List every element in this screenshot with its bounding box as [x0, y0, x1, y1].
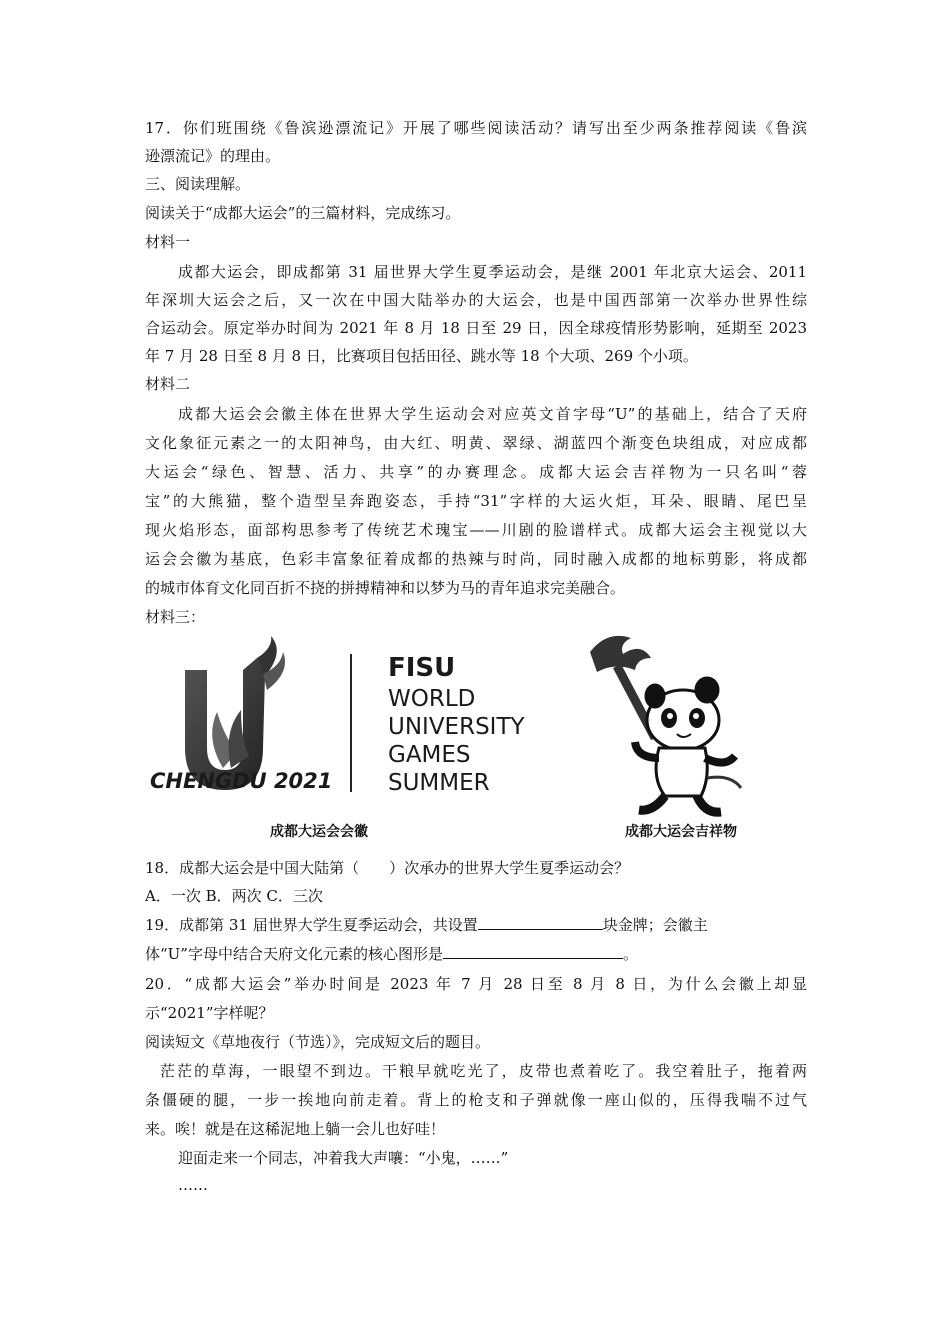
caption-mascot: 成都大运会吉祥物 — [625, 824, 737, 840]
fisu-line-2: UNIVERSITY — [388, 714, 525, 740]
passage-line-4: 迎面走来一个同志，冲着我大声嚷：“小鬼，……” — [178, 1149, 509, 1167]
material2-line-4: 宝”的大熊猫，整个造型呈奔跑姿态，手持“31”字样的大运火炬，耳朵、眼睛、尾巴呈 — [145, 492, 807, 510]
material1-heading: 材料一 — [145, 233, 191, 251]
passage-line-5: …… — [178, 1176, 208, 1194]
q19-line-1-a: 19．成都第 31 届世界大学生夏季运动会，共设置 — [145, 916, 478, 934]
q18-options: A．一次 B．两次 C．三次 — [145, 887, 323, 905]
passage-line-1: 茫茫的草海，一眼望不到边。干粮早就吃光了，皮带也煮着吃了。我空着肚子，拖着两 — [160, 1062, 807, 1080]
fisu-line-0: FISU — [388, 653, 456, 683]
caption-emblem: 成都大运会会徽 — [270, 824, 368, 840]
material2-line-2: 文化象征元素之一的太阳神鸟，由大红、明黄、翠绿、湖蓝四个渐变色块组成，对应成都 — [145, 434, 807, 452]
material1-line-2: 年深圳大运会之后，又一次在中国大陆举办的大运会，也是中国西部第一次举办世界性综 — [145, 291, 807, 309]
q20-line-2: 示“2021”字样呢？ — [145, 1004, 274, 1022]
fisu-line-4: SUMMER — [388, 770, 490, 796]
q19-line-2-a: 体“U”字母中结合天府文化元素的核心图形是 — [145, 945, 443, 963]
panda-mascot-illustration — [590, 636, 741, 812]
fisu-line-1: WORLD — [388, 686, 476, 712]
material2-line-3: 大运会“绿色、智慧、活力、共享”的办赛理念。成都大运会吉祥物为一只名叫“蓉 — [145, 463, 807, 481]
q19-line-1 — [145, 915, 708, 935]
material3-heading: 材料三： — [145, 608, 206, 626]
passage-line-3: 来。唉！就是在这稀泥地上躺一会儿也好哇！ — [145, 1120, 446, 1138]
q17-line-2: 逊漂流记》的理由。 — [145, 147, 281, 165]
q19-line-1-b: 块金牌；会徽主 — [602, 916, 708, 934]
material2-line-6: 运会会徽为基底，色彩丰富象征着成都的热辣与时尚，同时融入成都的地标剪影，将成都 — [145, 550, 807, 568]
material2-line-1: 成都大运会会徽主体在世界大学生运动会对应英文首字母“U”的基础上，结合了天府 — [178, 405, 807, 423]
emblem-city-text: CHENGDU 2021 — [150, 769, 333, 793]
q19-blank-2[interactable] — [443, 944, 623, 959]
q20-line-1: 20．“成都大运会”举办时间是 2023 年 7 月 28 日至 8 月 8 日，为什么会徽上却显 — [145, 975, 807, 993]
passage-intro: 阅读短文《草地夜行（节选）》，完成短文后的题目。 — [145, 1033, 491, 1051]
material1-line-3: 合运动会。原定举办时间为 2021 年 8 月 18 日至 29 日，因全球疫情形势影响，延期至 2023 — [145, 319, 807, 337]
q19-blank-1[interactable] — [478, 915, 603, 930]
material2-line-5: 现火焰形态，面部构思参考了传统艺术瑰宝——川剧的脸谱样式。成都大运会主视觉以大 — [145, 521, 807, 539]
logo-divider — [350, 654, 352, 792]
q17-line-1: 17．你们班围绕《鲁滨逊漂流记》开展了哪些阅读活动？请写出至少两条推荐阅读《鲁滨 — [145, 119, 807, 137]
emblem-u-logo — [185, 636, 285, 790]
material2-line-7: 的城市体育文化同百折不挠的拼搏精神和以梦为马的青年追求完美融合。 — [145, 579, 626, 597]
reading-intro: 阅读关于“成都大运会”的三篇材料，完成练习。 — [145, 204, 461, 222]
fisu-line-3: GAMES — [388, 742, 471, 768]
passage-line-2: 条僵硬的腿，一步一挨地向前走着。背上的枪支和子弹就像一座山似的，压得我喘不过气 — [145, 1091, 807, 1109]
q19-line-2-b: 。 — [622, 945, 638, 963]
material2-heading: 材料二 — [145, 375, 191, 393]
material3-figure — [145, 628, 810, 848]
q19-line-2 — [145, 944, 638, 964]
material1-line-4: 年 7 月 28 日至 8 月 8 日，比赛项目包括田径、跳水等 18 个大项、269 个小项。 — [145, 347, 698, 365]
section-heading: 三、阅读理解。 — [145, 175, 251, 193]
q18-text: 18．成都大运会是中国大陆第（ ）次承办的世界大学生夏季运动会？ — [145, 859, 630, 877]
material1-line-1: 成都大运会，即成都第 31 届世界大学生夏季运动会，是继 2001 年北京大运会、2011 — [178, 263, 807, 281]
